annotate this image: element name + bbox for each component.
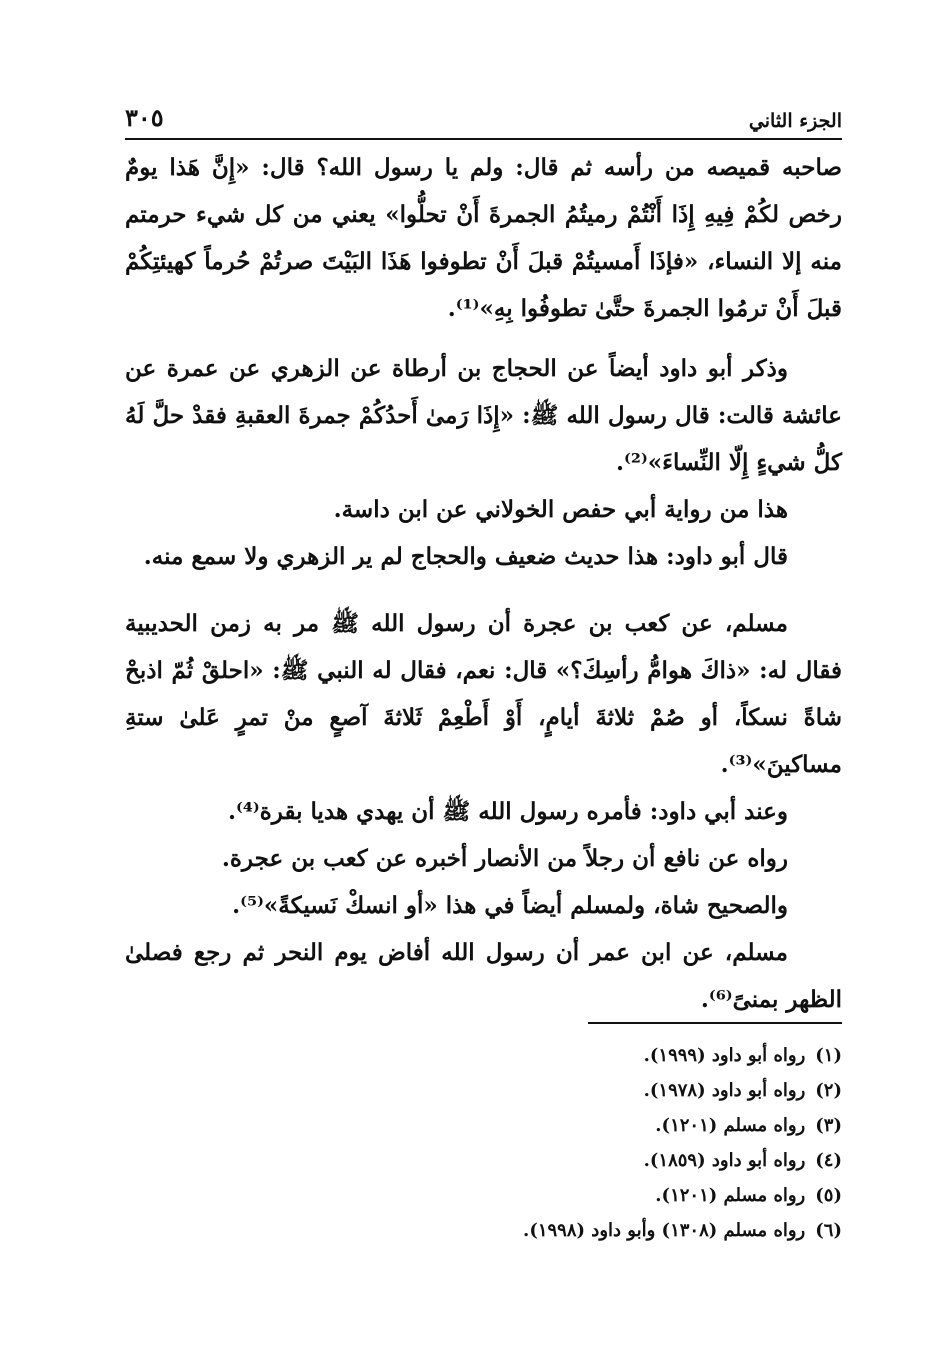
main-text bbox=[125, 144, 842, 1023]
footnote-divider bbox=[588, 1022, 842, 1024]
footnote-number: (٣) bbox=[815, 1115, 842, 1136]
footnote-number: (٦) bbox=[815, 1220, 842, 1241]
footnote-number: (٤) bbox=[815, 1150, 842, 1171]
running-title: الجزء الثاني bbox=[748, 110, 842, 132]
paragraph: قال أبو داود: هذا حديث ضعيف والحجاج لم ير الزهري ولا سمع منه. bbox=[143, 543, 788, 570]
footnote-text: رواه مسلم (١٣٠٨) وأبو داود (١٩٩٨). bbox=[523, 1220, 806, 1241]
footnote-text: رواه أبو داود (١٨٥٩). bbox=[643, 1150, 806, 1171]
footnote bbox=[342, 1143, 842, 1178]
footnote-text: رواه أبو داود (١٩٩٩). bbox=[643, 1045, 806, 1066]
footnote-number: (٢) bbox=[815, 1080, 842, 1101]
footnote bbox=[342, 1108, 842, 1143]
footnote-number: (٥) bbox=[815, 1185, 842, 1206]
footnote bbox=[342, 1213, 842, 1248]
paragraph: رواه عن نافع أن رجلاً من الأنصار أخبره عن كعب بن عجرة. bbox=[221, 845, 788, 872]
page-number: ٣٠٥ bbox=[125, 103, 164, 132]
paragraph: والصحيح شاة، ولمسلم أيضاً في هذا «أو انسكْ نَسيكةً»⁽⁵⁾. bbox=[232, 892, 788, 919]
footnote-text: رواه أبو داود (١٩٧٨). bbox=[643, 1080, 806, 1101]
footnote bbox=[342, 1073, 842, 1108]
paragraph: وذكر أبو داود أيضاً عن الحجاج بن أرطاة عن الزهري عن عمرة عن عائشة قالت: قال رسول الله ﷺ: «إِذَا رَمىٰ أَحدُكُمْ جمرةَ العقبةِ فقدْ حلَّ لَهُ كلُّ شيءٍ إِلّا النِّساءَ»⁽²⁾. bbox=[125, 355, 842, 476]
footnotes bbox=[342, 1038, 842, 1248]
footnote bbox=[342, 1178, 842, 1213]
paragraph: صاحبه قميصه من رأسه ثم قال: ولم يا رسول الله؟ قال: «إِنَّ هَذا يومٌ رخص لكُمْ فِيهِ إِذَا أَنْتُمْ رميتُمُ الجمرةَ أَنْ تحلُّوا» يعني من كل شيء حرمتم منه إلا النساء، «فإذَا أَمسيتُمْ قبلَ أَنْ تطوفوا هَذَا البَيْتَ صرتُمْ حُرماً كهيئتِكُمْ قبلَ أَنْ ترمُوا الجمرةَ حتَّىٰ تطوفُوا بِهِ»⁽¹⁾. bbox=[125, 154, 842, 322]
paragraph: وعند أبي داود: فأمره رسول الله ﷺ أن يهدي هديا بقرة⁽⁴⁾. bbox=[227, 798, 788, 825]
footnote-text: رواه مسلم (١٢٠١). bbox=[655, 1185, 806, 1206]
footnote-text: رواه مسلم (١٢٠١). bbox=[655, 1115, 806, 1136]
paragraph: هذا من رواية أبي حفص الخولاني عن ابن داسة. bbox=[333, 496, 788, 523]
paragraph: مسلم، عن كعب بن عجرة أن رسول الله ﷺ مر به زمن الحديبية فقال له: «ذاكَ هوامُّ رأسِكَ؟» قال: نعم، فقال له النبي ﷺ: «احلقْ ثُمّ اذبحْ شاةً نسكاً، أو صُمْ ثلاثةَ أيامٍ، أَوْ أَطْعِمْ ثَلاثةَ آصعٍ منْ تمرٍ عَلىٰ ستةِ مساكينَ»⁽³⁾. bbox=[125, 610, 842, 778]
paragraph: مسلم، عن ابن عمر أن رسول الله أفاض يوم النحر ثم رجع فصلىٰ الظهر بمنىً⁽⁶⁾. bbox=[125, 939, 842, 1013]
page-header bbox=[125, 92, 842, 140]
footnote bbox=[342, 1038, 842, 1073]
footnote-number: (١) bbox=[815, 1045, 842, 1066]
